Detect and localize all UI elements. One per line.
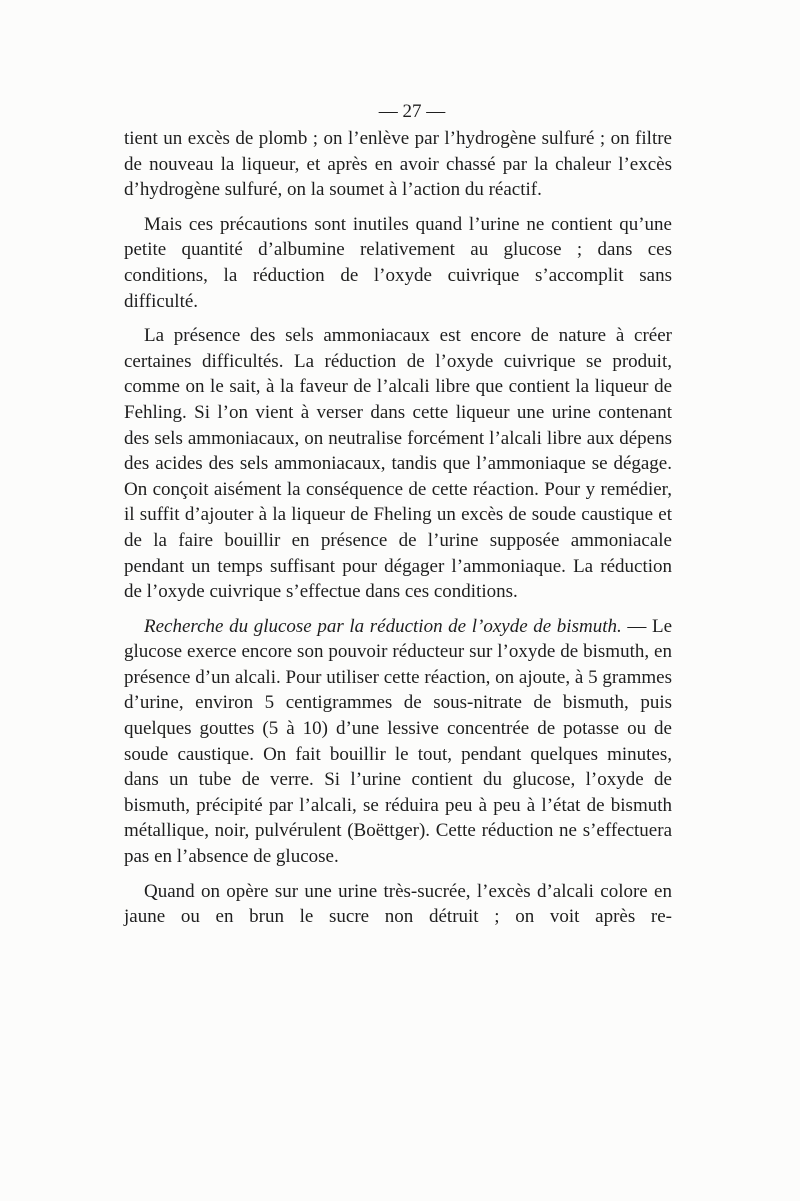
page-number: — 27 — [378,101,446,122]
paragraph-continuation: tient un excès de plomb ; on l’enlève par l’hydrogène sulfuré ; on filtre de nouveau la liqueur, et après en avoir chassé par la chaleur l’excès d’hydrogène sulfuré, on la soumet à l’action du réactif. [124,128,672,201]
paragraph-ammoniacal-salts: La présence des sels ammoniacaux est encore de nature à créer certaines difficultés. La réduction de l’oxyde cuivrique se produit, comme on le sait, à la faveur de l’alcali libre que contient la liqueur de Fehling. Si l’on vient à verser dans cette liqueur une urine contenant des sels ammoniacaux, on neutralise forcément l’alcali libre aux dépens des acides des sels ammoniacaux, tandis que l’ammoniaque se dégage. On conçoit aisément la conséquence de cette réaction. Pour y remédier, il suffit d’ajouter à la liqueur de Fheling un excès de soude caustique et de la faire bouillir en présence de l’urine supposée ammoniacale pendant un temps suffisant pour dégager l’ammoniaque. La réduction de l’oxyde cuivrique s’effectue dans ces conditions. [124,325,672,603]
text-body [124,126,672,941]
paragraph-sweet-urine: Quand on opère sur une urine très-sucrée, l’excès d’alcali colore en jaune ou en brun le sucre non détruit ; on voit après re- [124,880,672,928]
paragraph-precautions: Mais ces précautions sont inutiles quand l’urine ne contient qu’une petite quantité d’albumine relativement au glucose ; dans ces conditions, la réduction de l’oxyde cuivrique s’accomplit sans difficulté. [124,213,672,312]
section-heading-bismuth: Recherche du glucose par la réduction de l’oxyde de bismuth. [144,615,622,637]
paragraph-bismuth-body: — Le glucose exerce encore son pouvoir réducteur sur l’oxyde de bismuth, en présence d’un alcali. Pour utiliser cette réaction, on ajoute, à 5 grammes d’urine, environ 5 centigrammes de sous-nitrate de bismuth, puis quelques gouttes (5 à 10) d’une lessive concentrée de potasse ou de soude caustique. On fait bouillir le tout, pendant quelques minutes, dans un tube de verre. Si l’urine contient du glucose, l’oxyde de bismuth, précipité par l’alcali, se réduira peu à peu à l’état de bismuth métallique, noir, pulvérulent (Boëttger). Cette réduction ne s’effectuera pas en l’absence de glucose. [124,615,673,868]
paragraph-bismuth-test [124,614,672,870]
